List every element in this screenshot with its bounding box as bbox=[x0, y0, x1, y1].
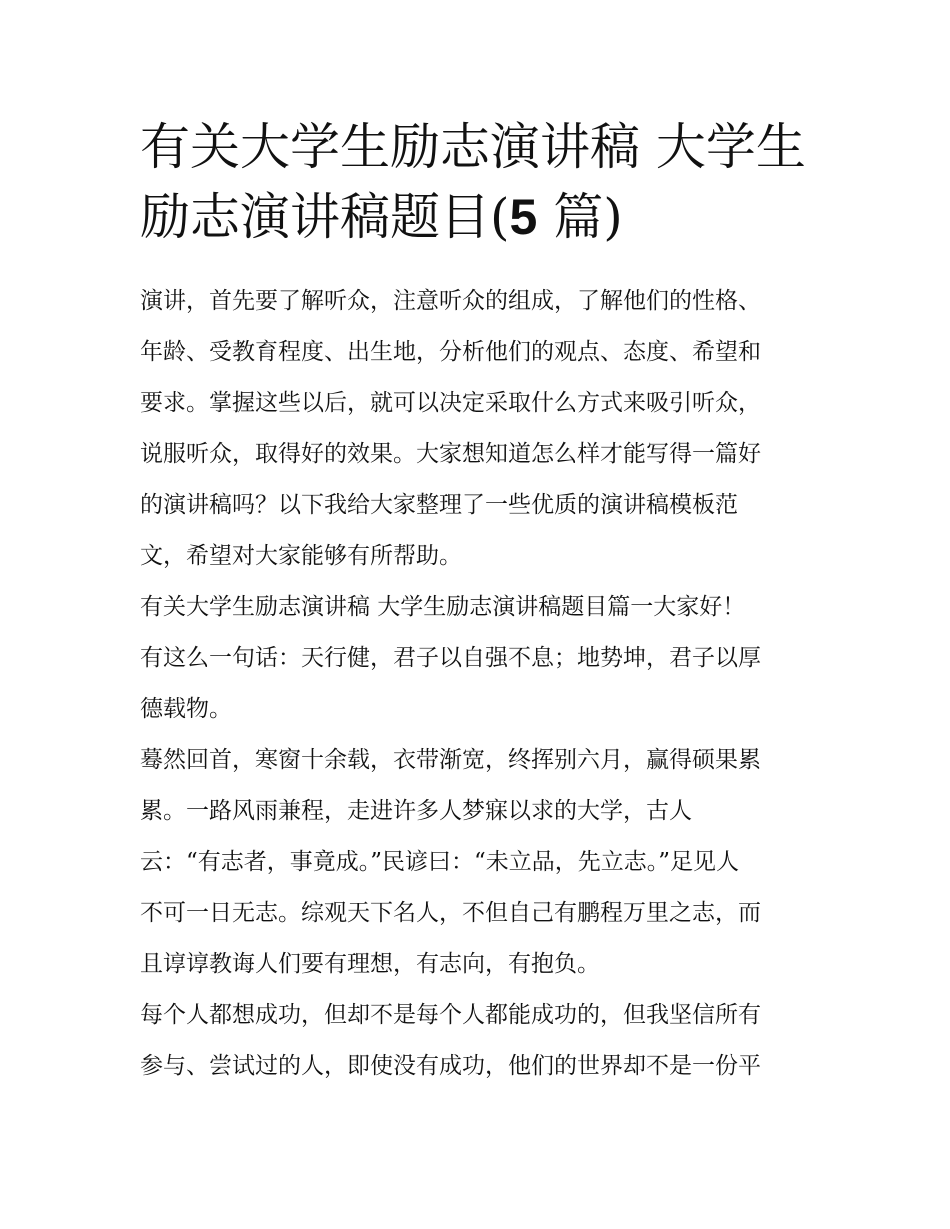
title-text-part2: 篇) bbox=[537, 188, 623, 246]
body-line: 累。一路风雨兼程，走进许多人梦寐以求的大学，古人 bbox=[140, 798, 692, 824]
body-line: 且谆谆教诲人们要有理想，有志向，有抱负。 bbox=[140, 951, 600, 977]
document-body bbox=[140, 283, 815, 1099]
body-line: 文，希望对大家能够有所帮助。 bbox=[140, 543, 462, 569]
body-line: 的演讲稿吗？以下我给大家整理了一些优质的演讲稿模板范 bbox=[140, 492, 738, 518]
title-count: 5 bbox=[509, 189, 538, 245]
title-text-part1: 有关大学生励志演讲稿 大学生励志演讲稿题目( bbox=[140, 118, 806, 246]
body-line: 德载物。 bbox=[140, 696, 232, 722]
body-line: 不可一日无志。综观天下名人，不但自己有鹏程万里之志，而 bbox=[140, 900, 761, 926]
body-line: 云：“有志者，事竟成。”民谚曰：“未立品，先立志。”足见人 bbox=[140, 849, 740, 875]
body-line: 演讲，首先要了解听众，注意听众的组成，了解他们的性格、 bbox=[140, 288, 761, 314]
body-line: 有这么一句话：天行健，君子以自强不息；地势坤，君子以厚 bbox=[140, 645, 761, 671]
body-line: 每个人都想成功，但却不是每个人都能成功的，但我坚信所有 bbox=[140, 1002, 761, 1028]
body-line: 要求。掌握这些以后，就可以决定采取什么方式来吸引听众， bbox=[140, 390, 761, 416]
body-line: 参与、尝试过的人，即使没有成功，他们的世界却不是一份平 bbox=[140, 1053, 761, 1079]
body-line: 有关大学生励志演讲稿 大学生励志演讲稿题目篇一大家好！ bbox=[140, 594, 746, 620]
body-line: 蓦然回首，寒窗十余载，衣带渐宽，终挥别六月，赢得硕果累 bbox=[140, 747, 761, 773]
document-title bbox=[140, 112, 820, 252]
body-line: 年龄、受教育程度、出生地，分析他们的观点、态度、希望和 bbox=[140, 339, 761, 365]
body-line: 说服听众，取得好的效果。大家想知道怎么样才能写得一篇好 bbox=[140, 441, 761, 467]
